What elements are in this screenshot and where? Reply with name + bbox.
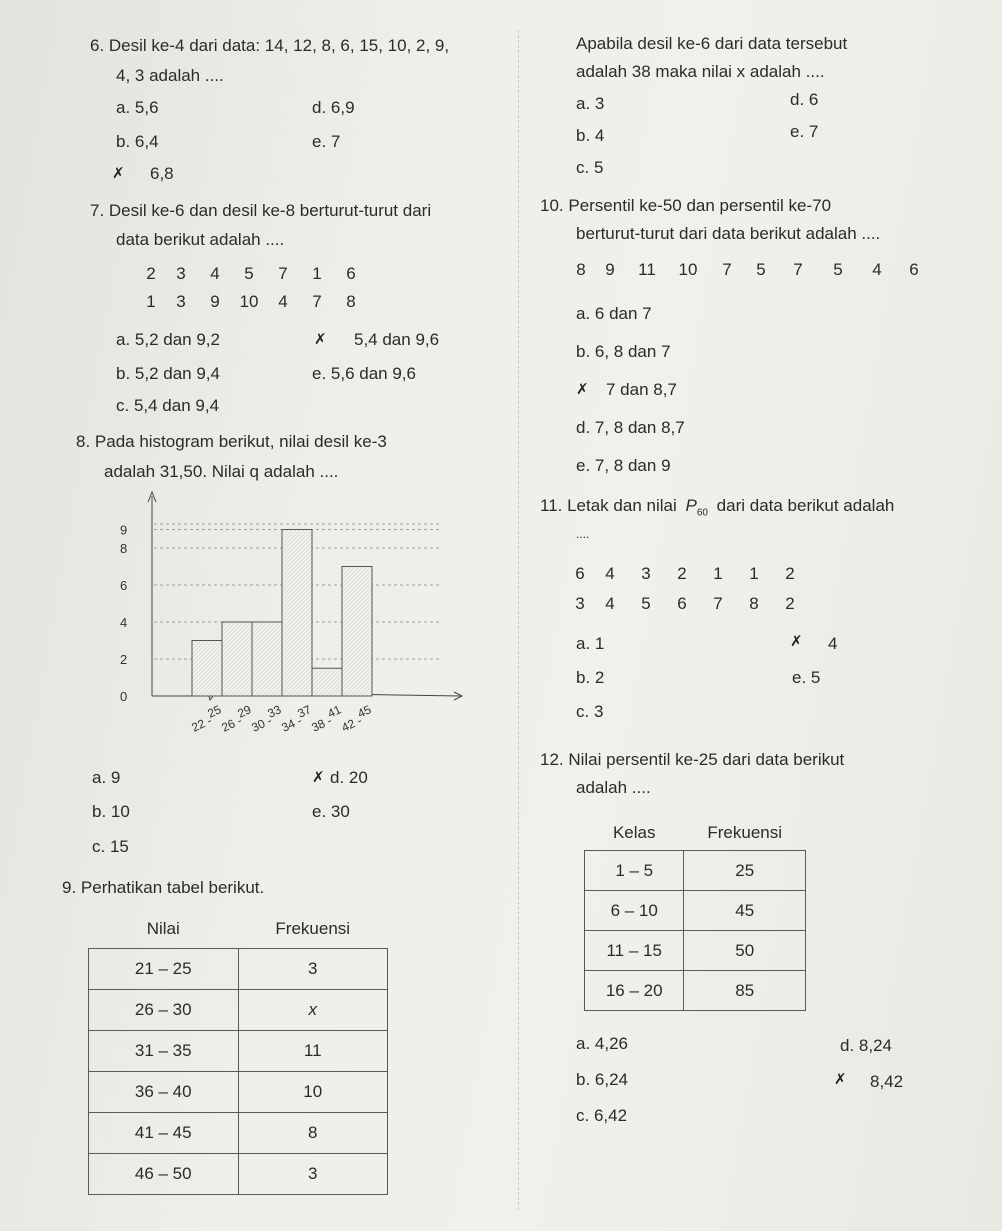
q10-option-a: a. 6 dan 7: [576, 304, 652, 323]
q9-cell: 21 – 25: [89, 949, 239, 990]
x-tick-label: 26 -: [219, 713, 245, 735]
q7-value: 4: [210, 264, 220, 283]
q9-row: [89, 990, 388, 1031]
q7-data-row2: [138, 292, 368, 312]
q11-value: 2: [785, 594, 795, 613]
q9-cell: 8: [238, 1113, 388, 1154]
q11-value: 2: [785, 564, 795, 583]
x-tick-label: 25: [205, 702, 224, 721]
q11-value: 1: [749, 564, 759, 583]
x-tick-label: 33: [265, 702, 284, 721]
histogram-chart: [100, 486, 470, 746]
y-tick-label: 9: [120, 522, 128, 538]
q11-option-c: c. 3: [576, 702, 604, 721]
q7-value: 4: [278, 292, 288, 311]
q9-cell: 41 – 45: [89, 1113, 239, 1154]
q10-value: 7: [793, 260, 803, 279]
q12-header-frekuensi: Frekuensi: [707, 823, 783, 842]
q6-option-b: b. 6,4: [116, 132, 159, 151]
x-tick-label: 37: [295, 702, 314, 721]
q9-option-e: e. 7: [790, 122, 819, 141]
histogram-bar: [282, 530, 312, 697]
x-tick-label: 34 -: [279, 713, 305, 735]
q6-answer-check-icon: ✗: [112, 165, 125, 182]
q12-option-a: a. 4,26: [576, 1034, 628, 1053]
q11-value: 6: [677, 594, 687, 613]
q11-answer-check-icon: ✗: [790, 633, 803, 650]
q9-row: [89, 1154, 388, 1195]
q11-p-symbol: P: [685, 496, 697, 515]
q12-answer-check-icon: ✗: [834, 1071, 847, 1088]
q9-frequency-table: [88, 910, 388, 1195]
q7-option-d: 5,4 dan 9,6: [354, 330, 440, 349]
q12-row: [585, 931, 806, 971]
q12-line2: adalah ....: [576, 778, 651, 797]
q8-option-a: a. 9: [92, 768, 121, 787]
q11-value: 2: [677, 564, 687, 583]
q6-line2: 4, 3 adalah ....: [116, 66, 224, 85]
q10-value: 10: [678, 260, 698, 279]
q9-row: [89, 1113, 388, 1154]
q10-value: 5: [833, 260, 843, 279]
q9-row: [89, 1072, 388, 1113]
q7-value: 10: [239, 292, 259, 311]
q9-header-nilai: Nilai: [146, 919, 180, 938]
q7-value: 1: [312, 264, 322, 283]
x-tick-label: 45: [355, 702, 374, 721]
q12-cell: 1 – 5: [585, 851, 684, 891]
q12-row: [585, 891, 806, 931]
q9-cell: 11: [238, 1031, 388, 1072]
q12-cell: 25: [684, 851, 806, 891]
q7-answer-check-icon: ✗: [314, 331, 327, 348]
q8-option-b: b. 10: [92, 802, 130, 821]
q11-value: 3: [641, 564, 651, 583]
q6-option-d: d. 6,9: [312, 98, 355, 117]
q12-cell: 6 – 10: [585, 891, 684, 931]
q11-value: 7: [713, 594, 723, 613]
q10-value: 11: [638, 260, 656, 279]
q7-line2: data berikut adalah ....: [116, 230, 285, 249]
q11-value: 4: [605, 594, 615, 613]
q7-option-a: a. 5,2 dan 9,2: [116, 330, 220, 349]
q7-value: 7: [312, 292, 322, 311]
q12-row: [585, 851, 806, 891]
q6-option-e: e. 7: [312, 132, 341, 151]
q9-cell: 46 – 50: [89, 1154, 239, 1195]
q10-option-d: d. 7, 8 dan 8,7: [576, 418, 685, 437]
q10-line1: 10. Persentil ke-50 dan persentil ke-70: [540, 196, 832, 215]
q11-text-a: 11. Letak dan nilai: [540, 496, 677, 515]
q12-line1: 12. Nilai persentil ke-25 dari data berikut: [540, 750, 845, 769]
column-divider: [518, 30, 519, 1210]
histogram-bar: [192, 641, 222, 697]
x-tick-label: 22 -: [189, 713, 215, 735]
q12-frequency-table: [584, 816, 806, 1011]
q11-value: 3: [575, 594, 585, 613]
q11-value: 5: [641, 594, 651, 613]
q12-cell: 11 – 15: [585, 931, 684, 971]
q9-cell: 36 – 40: [89, 1072, 239, 1113]
q11-option-e: e. 5: [792, 668, 821, 687]
q9-option-c: c. 5: [576, 158, 604, 177]
q11-p-subscript: 60: [696, 507, 708, 519]
q7-option-c: c. 5,4 dan 9,4: [116, 396, 220, 415]
q10-data-row: [570, 260, 932, 280]
q11-option-b: b. 2: [576, 668, 605, 687]
histogram-bar: [342, 567, 372, 697]
q9-cell: 31 – 35: [89, 1031, 239, 1072]
q8-option-d: d. 20: [330, 768, 368, 787]
q11-data-row1: [568, 564, 808, 584]
histogram-bar: [312, 668, 342, 696]
q12-cell: 45: [684, 891, 806, 931]
q7-value: 8: [346, 292, 356, 311]
q9-option-b: b. 4: [576, 126, 605, 145]
q7-value: 3: [176, 292, 186, 311]
y-tick-label: 6: [120, 578, 128, 593]
q12-option-b: b. 6,24: [576, 1070, 628, 1089]
x-tick-label: 42 -: [339, 713, 365, 735]
x-tick-label: 30 -: [249, 713, 275, 735]
q11-value: 1: [713, 564, 723, 583]
y-tick-label: 8: [120, 541, 128, 556]
q10-value: 6: [909, 260, 919, 279]
x-tick-label: 38 -: [309, 713, 335, 735]
q9-cell: 3: [238, 1154, 388, 1195]
q11-option-d: 4: [828, 634, 838, 653]
histogram-bar: [252, 622, 282, 696]
q10-value: 9: [605, 260, 615, 279]
x-tick-label: 41: [325, 702, 344, 721]
q10-value: 4: [872, 260, 882, 279]
q12-cell: 50: [684, 931, 806, 971]
q7-value: 1: [146, 292, 156, 311]
q9-row: [89, 1031, 388, 1072]
q11-value: 6: [575, 564, 585, 583]
q12-option-d: d. 8,24: [840, 1036, 892, 1055]
q7-data-row1: [138, 264, 368, 284]
q11-value: 8: [749, 594, 759, 613]
q9-option-d: d. 6: [790, 90, 819, 109]
q9-cell: x: [238, 990, 388, 1031]
q6-line1: 6. Desil ke-4 dari data: 14, 12, 8, 6, 15, 10, 2, 9,: [90, 36, 450, 55]
q8-line2: adalah 31,50. Nilai q adalah ....: [104, 462, 339, 481]
q11-line1: [540, 496, 894, 523]
q12-header-kelas: Kelas: [612, 823, 656, 842]
q9-intro: 9. Perhatikan tabel berikut.: [62, 878, 265, 897]
q9-option-a: a. 3: [576, 94, 605, 113]
q10-option-b: b. 6, 8 dan 7: [576, 342, 671, 361]
q7-option-e: e. 5,6 dan 9,6: [312, 364, 416, 383]
q10-value: 8: [576, 260, 586, 279]
q10-value: 5: [756, 260, 766, 279]
q9-cont-line2: adalah 38 maka nilai x adalah ....: [576, 62, 825, 81]
q12-cell: 85: [684, 971, 806, 1011]
q7-line1: 7. Desil ke-6 dan desil ke-8 berturut-turut dari: [90, 201, 432, 220]
q10-option-e: e. 7, 8 dan 9: [576, 456, 671, 475]
q11-text-b: dari data berikut adalah: [716, 496, 895, 515]
x-tick-label: 29: [235, 702, 254, 721]
q7-value: 5: [244, 264, 254, 283]
y-tick-label: 0: [120, 689, 128, 704]
y-tick-label: 4: [120, 615, 128, 630]
q11-option-a: a. 1: [576, 634, 605, 653]
q8-answer-check-icon: ✗: [312, 769, 325, 786]
q6-option-c: 6,8: [150, 164, 174, 183]
q12-option-c: c. 6,42: [576, 1106, 628, 1125]
q11-line2: ....: [576, 527, 590, 541]
q10-option-c: 7 dan 8,7: [606, 380, 677, 399]
q9-cell: 26 – 30: [89, 990, 239, 1031]
histogram-bar: [222, 622, 252, 696]
q8-line1: 8. Pada histogram berikut, nilai desil ke-3: [76, 432, 387, 451]
q9-cell: 3: [238, 949, 388, 990]
q7-value: 7: [278, 264, 288, 283]
q11-data-row2: [568, 594, 808, 614]
q10-value: 7: [722, 260, 732, 279]
q12-row: [585, 971, 806, 1011]
q9-cell: 10: [238, 1072, 388, 1113]
q7-value: 3: [176, 264, 186, 283]
q12-cell: 16 – 20: [585, 971, 684, 1011]
q8-option-c: c. 15: [92, 837, 129, 856]
q7-option-b: b. 5,2 dan 9,4: [116, 364, 220, 383]
q9-header-frekuensi: Frekuensi: [275, 919, 351, 938]
q9-cont-line1: Apabila desil ke-6 dari data tersebut: [576, 34, 848, 53]
q7-value: 6: [346, 264, 356, 283]
q10-answer-check-icon: ✗: [576, 381, 589, 398]
q6-option-a: a. 5,6: [116, 98, 159, 117]
q9-row: [89, 949, 388, 990]
q10-line2: berturut-turut dari data berikut adalah ....: [576, 224, 881, 243]
q7-value: 9: [210, 292, 220, 311]
q12-option-e: 8,42: [870, 1072, 904, 1091]
q11-value: 4: [605, 564, 615, 583]
q8-option-e: e. 30: [312, 802, 350, 821]
y-tick-label: 2: [120, 652, 128, 667]
q7-value: 2: [146, 264, 156, 283]
